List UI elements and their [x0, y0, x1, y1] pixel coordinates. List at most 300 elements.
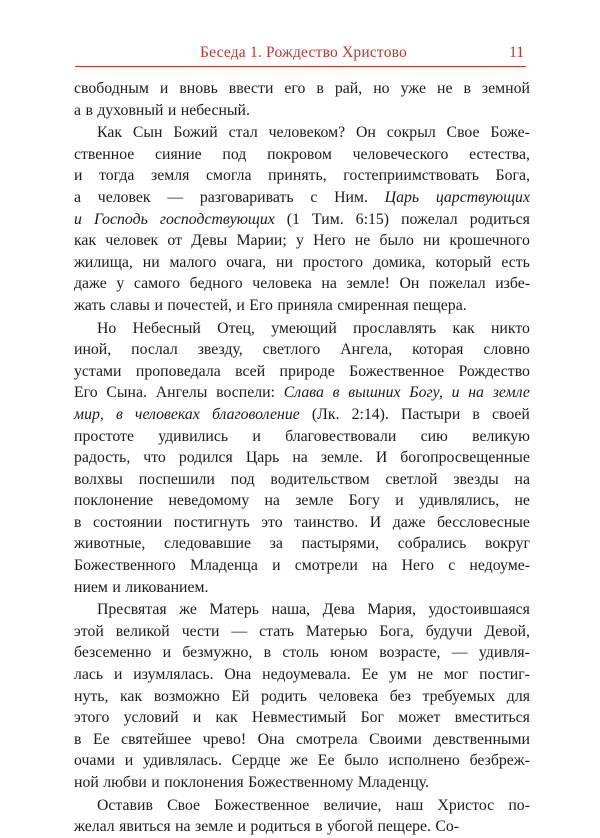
word: желал: [74, 818, 115, 836]
word: простого: [302, 253, 364, 271]
word: под: [222, 145, 247, 163]
word: в: [115, 405, 123, 423]
word: бессловесные: [437, 513, 530, 531]
word: даже: [74, 275, 107, 293]
text-line: [74, 447, 530, 469]
word: небесный.: [180, 101, 250, 119]
word: —: [451, 644, 468, 662]
word: земля: [151, 167, 190, 185]
word: святейшее: [121, 730, 192, 748]
word: явиться: [119, 818, 171, 836]
text-line: [74, 599, 530, 621]
word: было: [379, 232, 414, 250]
word: в: [315, 818, 323, 836]
word: жать: [74, 296, 106, 314]
word: и: [237, 818, 246, 836]
word: как: [74, 232, 97, 250]
word: и: [162, 644, 172, 662]
word: Него: [313, 232, 346, 250]
word: рай,: [334, 80, 363, 97]
text-line: [74, 382, 530, 404]
word: по-: [508, 796, 530, 814]
word: Богу: [348, 492, 380, 510]
word: и: [112, 578, 121, 596]
text-line: [74, 490, 530, 512]
word: словно: [483, 341, 530, 359]
word: Она: [257, 730, 285, 748]
word: девственными: [433, 730, 530, 748]
word: же: [179, 601, 197, 619]
word: без: [389, 687, 411, 705]
word: удивились: [158, 427, 229, 445]
word: Пастыри: [400, 405, 461, 423]
word: было: [344, 752, 379, 770]
text-line: [74, 729, 530, 751]
word: Богу,: [409, 384, 443, 402]
word: человека: [252, 275, 312, 293]
word: —: [231, 622, 248, 640]
text-line: [74, 426, 530, 448]
word: наша,: [271, 601, 311, 619]
word: воспели:: [216, 384, 275, 402]
word: Слава: [283, 384, 324, 402]
word: Ангелы: [155, 384, 208, 402]
paragraph: [74, 122, 530, 316]
page-number: 11: [509, 44, 524, 61]
word: любви: [103, 774, 147, 791]
word: и: [154, 296, 163, 314]
text-line: [74, 686, 530, 708]
word: прославлять: [353, 319, 437, 337]
word: пастырями,: [301, 535, 380, 553]
word: удивлялась.: [142, 752, 222, 770]
word: не: [417, 666, 434, 684]
word: Матерью: [305, 622, 368, 640]
word: в: [263, 644, 272, 662]
word: Сын: [132, 124, 163, 142]
word: для: [506, 687, 530, 705]
text-line: [74, 230, 530, 252]
word: Младенца: [189, 557, 258, 575]
word: не: [436, 80, 453, 97]
word: Как: [97, 124, 123, 142]
word: земле: [492, 384, 530, 402]
word: сокрыл: [386, 124, 436, 142]
word: и: [74, 167, 83, 185]
word: недоумевала.: [262, 666, 351, 684]
text-line: [74, 404, 530, 426]
text-line: [74, 295, 530, 317]
word: в: [85, 101, 93, 119]
word: даже: [392, 513, 426, 531]
word: ной: [74, 774, 99, 791]
word: может: [398, 709, 441, 727]
word: гостеприимствовать: [343, 167, 479, 185]
word: Божий: [173, 124, 218, 142]
paragraph: [74, 318, 530, 599]
word: удивля-: [478, 644, 530, 662]
word: —: [167, 188, 184, 206]
word: Ее: [361, 666, 379, 684]
word: Царь: [384, 188, 420, 206]
word: и: [113, 666, 123, 684]
word: у: [116, 275, 125, 293]
text-line: [74, 100, 530, 122]
word: благоволение: [211, 405, 300, 423]
word: Бога,: [495, 167, 530, 185]
word: родить: [261, 687, 307, 705]
paragraph: [74, 599, 530, 793]
word: очами: [74, 752, 115, 770]
word: в: [74, 513, 82, 531]
paragraph: [74, 795, 530, 838]
word: родился: [178, 449, 233, 467]
word: Сына.: [106, 384, 147, 402]
running-title: Беседа 1. Рождество Христово: [200, 44, 408, 61]
word: вновь: [179, 80, 218, 97]
text-line: [74, 664, 530, 686]
word: с: [310, 188, 318, 206]
word: не: [514, 492, 530, 510]
text-line: [74, 621, 530, 643]
word: пещере.: [377, 818, 431, 836]
word: духовный: [97, 101, 164, 119]
word: таинство.: [294, 513, 359, 531]
word: Свое: [167, 796, 201, 814]
word: Она: [224, 666, 252, 684]
word: и: [159, 80, 169, 97]
word: простоте: [74, 427, 134, 445]
word: собрались: [397, 535, 467, 553]
word: животные,: [74, 535, 146, 553]
word: проповедала: [135, 362, 221, 380]
word: Ее: [92, 730, 110, 748]
word: неведомому: [168, 492, 250, 510]
word: очага,: [226, 253, 267, 271]
word: условий: [123, 709, 179, 727]
word: на: [321, 275, 337, 293]
word: следовавшие: [164, 535, 251, 553]
word: в: [472, 405, 480, 423]
word: нием: [74, 578, 108, 596]
word: и: [451, 384, 460, 402]
word: умеющий: [271, 319, 337, 337]
word: не: [354, 232, 371, 250]
word: юном: [330, 644, 368, 662]
word: и: [192, 709, 202, 727]
word: что: [143, 449, 166, 467]
word: господствующих: [159, 210, 275, 228]
text-line: [74, 816, 530, 838]
word: и: [124, 752, 134, 770]
word: мир,: [74, 405, 104, 423]
word: малого: [169, 253, 217, 271]
word: который: [435, 253, 492, 271]
word: Оставив: [97, 796, 153, 814]
text-line: [74, 469, 530, 491]
word: Ангела,: [340, 341, 393, 359]
word: сию: [420, 427, 448, 445]
word: Пресвятая: [97, 601, 167, 619]
word: родиться: [469, 210, 530, 228]
word: от: [167, 232, 182, 250]
word: и: [74, 210, 82, 228]
word: человеческого: [352, 145, 449, 163]
word: на: [514, 470, 530, 488]
word: ликованием.: [125, 578, 209, 596]
text-line: [74, 165, 530, 187]
word: земле: [194, 818, 234, 836]
word: недоуме-: [469, 557, 530, 575]
word: смиренная: [337, 296, 409, 314]
word: за: [269, 535, 283, 553]
word: человеках: [134, 405, 200, 423]
word: Марии;: [236, 232, 287, 250]
word: величие,: [323, 796, 382, 814]
word: Свое: [446, 124, 480, 142]
word: радость,: [74, 449, 131, 467]
word: на: [371, 557, 388, 575]
body-text: [74, 78, 530, 838]
word: изумлялась.: [133, 666, 214, 684]
word: Сердце: [231, 752, 281, 770]
text-line: [74, 512, 530, 534]
word: ум: [389, 666, 407, 684]
word: на: [264, 492, 280, 510]
word: Божественное: [214, 796, 310, 814]
word: его: [284, 80, 306, 97]
word: и: [236, 296, 245, 314]
word: устами: [74, 362, 122, 380]
word: богопросвещенные: [400, 449, 530, 467]
word: домика,: [372, 253, 426, 271]
word: будучи: [425, 622, 473, 640]
word: которая: [412, 341, 464, 359]
word: чрево!: [202, 730, 247, 748]
word: Он: [356, 124, 376, 142]
word: И: [369, 513, 382, 531]
word: постиг-: [479, 666, 530, 684]
word: Но: [97, 319, 117, 337]
word: как: [215, 709, 238, 727]
text-line: [74, 707, 530, 729]
word: Ей: [231, 687, 250, 705]
word: Небесный: [132, 319, 201, 337]
word: Божественному: [248, 774, 354, 791]
word: Мария,: [367, 601, 416, 619]
word: Царь: [245, 449, 280, 467]
word: разговаривать: [199, 188, 294, 206]
word: стать: [259, 622, 294, 640]
word: стал: [228, 124, 258, 142]
word: с: [448, 557, 456, 575]
word: ни: [423, 232, 441, 250]
word: водительством: [270, 470, 370, 488]
word: земле!: [346, 275, 390, 293]
word: на: [292, 449, 308, 467]
word: человеком?: [268, 124, 346, 142]
word: Божественного: [74, 557, 176, 575]
word: свободным: [74, 80, 149, 97]
word: Бога,: [379, 622, 414, 640]
word: исполнено: [388, 752, 460, 770]
word: славы: [110, 296, 151, 314]
text-line: [74, 144, 530, 166]
word: своей: [491, 405, 530, 423]
word: постигнуть: [173, 513, 250, 531]
word: Рождество: [458, 362, 530, 380]
word: Него: [401, 557, 435, 575]
word: вместиться: [454, 709, 530, 727]
word: ввести: [228, 80, 274, 97]
word: возрасте,: [379, 644, 441, 662]
word: (Лк.: [311, 405, 340, 423]
word: и: [167, 101, 177, 119]
word: Господь: [93, 210, 148, 228]
word: на: [175, 818, 191, 836]
word: бедного: [189, 275, 243, 293]
word: И: [375, 449, 388, 467]
word: Девой,: [484, 622, 530, 640]
text-line: [74, 122, 530, 144]
word: Божественное: [349, 362, 445, 380]
word: царствующих: [435, 188, 530, 206]
word: всей: [235, 362, 266, 380]
word: пожелал: [429, 275, 486, 293]
word: и: [272, 557, 281, 575]
text-line: [74, 533, 530, 555]
text-line: [74, 361, 530, 383]
word: а: [74, 188, 82, 206]
text-line: [74, 772, 530, 794]
word: и: [252, 427, 261, 445]
paragraph: [74, 78, 530, 121]
text-line: [74, 795, 530, 817]
word: почестей,: [167, 296, 232, 314]
word: нуть,: [74, 687, 109, 705]
word: Со-: [435, 818, 460, 836]
word: природе: [279, 362, 335, 380]
word: земной: [481, 80, 530, 97]
word: родиться: [250, 818, 311, 836]
word: избе-: [495, 275, 530, 293]
word: же: [290, 752, 309, 770]
word: Бог: [360, 709, 385, 727]
word: земле: [295, 492, 334, 510]
word: удивлялись,: [418, 492, 500, 510]
word: ни: [276, 253, 293, 271]
text-line: [74, 252, 530, 274]
word: Дева: [322, 601, 355, 619]
word: покровом: [267, 145, 332, 163]
word: убогой: [326, 818, 374, 836]
word: звезды: [453, 470, 499, 488]
word: наш: [395, 796, 424, 814]
text-line: [74, 273, 530, 295]
word: смогла: [206, 167, 252, 185]
word: Девы: [191, 232, 228, 250]
text-line: [74, 555, 530, 577]
word: Младенцу.: [357, 774, 430, 791]
text-line: [74, 577, 530, 599]
word: естества,: [469, 145, 530, 163]
word: Христос: [437, 796, 495, 814]
word: безсеменно: [74, 644, 152, 662]
word: безбреж-: [469, 752, 530, 770]
word: столь: [282, 644, 319, 662]
word: 2:14).: [351, 405, 389, 423]
word: пожелал: [401, 210, 458, 228]
word: этого: [74, 709, 110, 727]
word: лась: [74, 666, 104, 684]
word: приняла: [277, 296, 333, 314]
word: Невместимый: [251, 709, 347, 727]
word: тогда: [99, 167, 135, 185]
word: удостоившаяся: [428, 601, 530, 619]
word: светлой: [385, 470, 438, 488]
word: требуемых: [422, 687, 496, 705]
word: этой: [74, 622, 104, 640]
word: человека: [318, 687, 379, 705]
word: как: [120, 687, 143, 705]
word: это: [261, 513, 283, 531]
word: поклонение: [74, 492, 154, 510]
word: смотрела: [295, 730, 358, 748]
word: светлого: [262, 341, 321, 359]
word: человек: [97, 188, 151, 206]
word: земле.: [320, 449, 363, 467]
word: вокруг: [485, 535, 530, 553]
word: поклонения: [164, 774, 244, 791]
word: а: [74, 101, 82, 119]
word: иной,: [74, 341, 112, 359]
word: мог: [443, 666, 469, 684]
text-line: [74, 339, 530, 361]
word: Своими: [369, 730, 422, 748]
word: у: [296, 232, 304, 250]
word: Ним.: [334, 188, 368, 206]
word: крошечного: [449, 232, 530, 250]
word: жилища,: [74, 253, 133, 271]
word: вышних: [348, 384, 401, 402]
word: благовествовали: [285, 427, 397, 445]
word: возможно: [153, 687, 220, 705]
word: волхвы: [74, 470, 123, 488]
text-line: [74, 187, 530, 209]
word: никто: [490, 319, 530, 337]
word: Он: [399, 275, 420, 293]
word: в: [463, 80, 471, 97]
word: Его: [249, 296, 273, 314]
word: человек: [105, 232, 159, 250]
word: великой: [115, 622, 170, 640]
word: (1: [286, 210, 300, 228]
word: чести: [181, 622, 220, 640]
word: ни: [142, 253, 160, 271]
word: Отец,: [217, 319, 255, 337]
word: сияние: [155, 145, 202, 163]
text-line: [74, 750, 530, 772]
word: послал: [131, 341, 178, 359]
text-line: [74, 78, 530, 100]
word: Матерь: [209, 601, 260, 619]
word: состоянии: [92, 513, 163, 531]
word: великую: [472, 427, 530, 445]
word: Ее: [317, 752, 335, 770]
word: есть: [501, 253, 530, 271]
word: Боже-: [490, 124, 530, 142]
word: звезду,: [197, 341, 243, 359]
